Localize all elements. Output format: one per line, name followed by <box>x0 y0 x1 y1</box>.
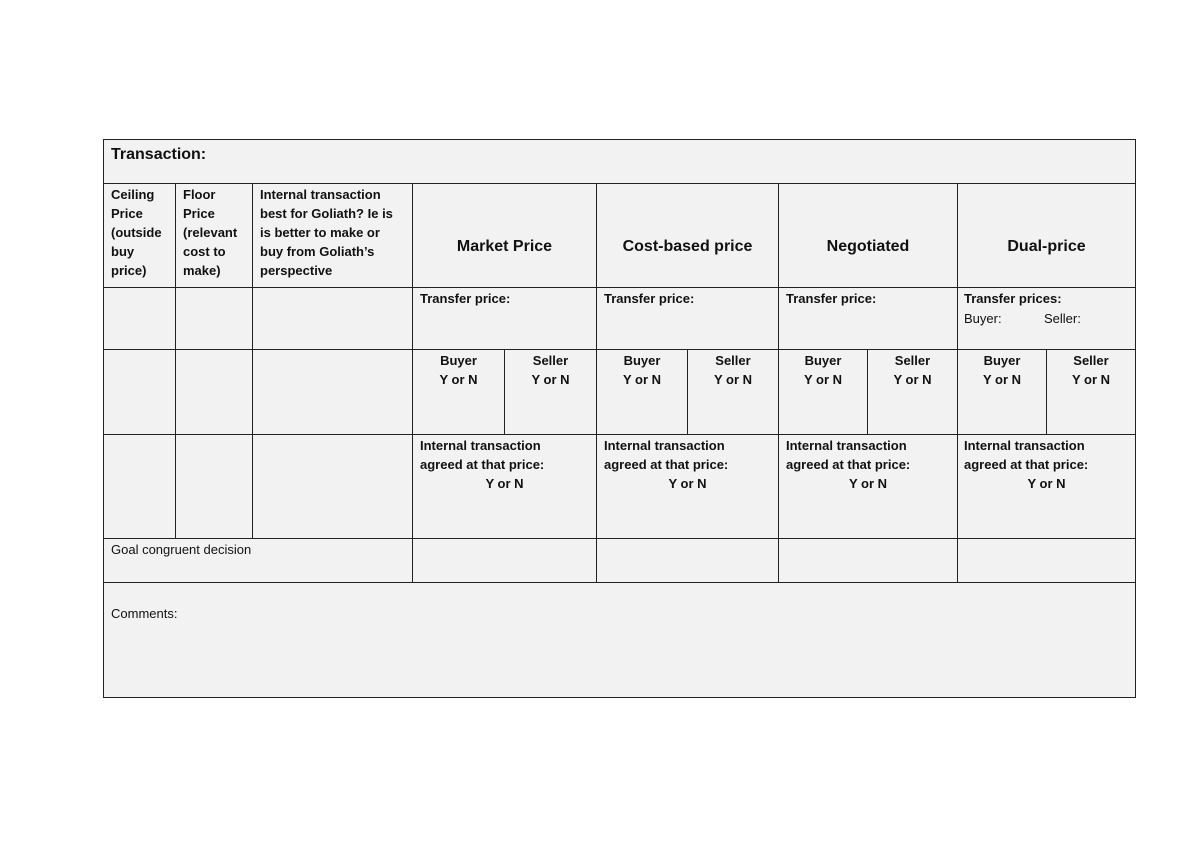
agreed-dual[interactable] <box>957 434 1136 539</box>
agreed-line-1: Internal transaction <box>964 438 1085 453</box>
agreed-negotiated[interactable] <box>778 434 958 539</box>
agreed-line-1: Internal transaction <box>604 438 725 453</box>
seller-label: Seller <box>715 353 751 368</box>
seller-price-label: Seller: <box>1044 311 1081 326</box>
dual-price-label: Dual-price <box>1007 238 1086 255</box>
agreed-yn: Y or N <box>848 476 888 491</box>
transfer-price-market[interactable] <box>412 287 597 350</box>
agreed-line-2: agreed at that price: <box>604 457 729 472</box>
internal-input-row-2[interactable] <box>252 349 413 435</box>
transfer-price-negotiated[interactable] <box>778 287 958 350</box>
agreed-line-2: agreed at that price: <box>420 457 545 472</box>
agreed-yn: Y or N <box>668 476 707 491</box>
agreed-line-1: Internal transaction <box>786 438 907 453</box>
header-dual-price <box>957 183 1136 288</box>
seller-yn: Y or N <box>531 372 570 387</box>
ceiling-input-row-2[interactable] <box>103 349 176 435</box>
transfer-price-cost[interactable] <box>596 287 779 350</box>
header-negotiated <box>778 183 958 288</box>
header-ceiling-price <box>103 183 176 288</box>
buyer-label: Buyer <box>440 353 477 368</box>
floor-input-row-3[interactable] <box>175 434 253 539</box>
transfer-price-label: Transfer price: <box>420 291 511 306</box>
dual-seller-cell[interactable] <box>1046 349 1136 435</box>
market-price-label: Market Price <box>456 238 553 255</box>
buyer-yn: Y or N <box>803 372 843 387</box>
internal-line-3: is better to make or <box>260 225 380 240</box>
floor-line-5: make) <box>183 263 221 278</box>
ceiling-line-1: Ceiling <box>111 187 155 202</box>
cost-buyer-cell[interactable] <box>596 349 688 435</box>
ceiling-line-4: buy <box>111 244 135 259</box>
internal-input-row-3[interactable] <box>252 434 413 539</box>
seller-yn: Y or N <box>893 372 932 387</box>
buyer-yn: Y or N <box>982 372 1022 387</box>
agreed-yn: Y or N <box>1027 476 1066 491</box>
header-floor-price <box>175 183 253 288</box>
comments-cell[interactable] <box>103 582 1136 698</box>
goal-congruent-label: Goal congruent decision <box>111 542 252 557</box>
floor-input-row-2[interactable] <box>175 349 253 435</box>
seller-yn: Y or N <box>1071 372 1111 387</box>
internal-input-row-1[interactable] <box>252 287 413 350</box>
floor-line-4: cost to <box>183 244 226 259</box>
internal-line-4: buy from Goliath’s <box>260 244 375 259</box>
agreed-line-1: Internal transaction <box>420 438 541 453</box>
floor-line-1: Floor <box>183 187 216 202</box>
market-buyer-cell[interactable] <box>412 349 505 435</box>
transaction-label: Transaction: <box>111 146 207 163</box>
ceiling-input-row-3[interactable] <box>103 434 176 539</box>
buyer-price-label: Buyer: <box>964 311 1002 326</box>
agreed-market[interactable] <box>412 434 597 539</box>
floor-line-2: Price <box>183 206 215 221</box>
floor-line-3: (relevant <box>183 225 238 240</box>
transfer-price-dual[interactable] <box>957 287 1136 350</box>
buyer-label: Buyer <box>804 353 842 368</box>
negotiated-label: Negotiated <box>826 238 910 255</box>
transfer-price-label: Transfer price: <box>786 291 877 306</box>
goal-negotiated[interactable] <box>778 538 958 583</box>
buyer-yn: Y or N <box>439 372 478 387</box>
cost-seller-cell[interactable] <box>687 349 779 435</box>
negotiated-buyer-cell[interactable] <box>778 349 868 435</box>
seller-label: Seller <box>532 353 569 368</box>
negotiated-seller-cell[interactable] <box>867 349 958 435</box>
ceiling-line-3: (outside <box>111 225 162 240</box>
transfer-price-label: Transfer price: <box>604 291 695 306</box>
ceiling-line-2: Price <box>111 206 143 221</box>
goal-cost[interactable] <box>596 538 779 583</box>
buyer-label: Buyer <box>983 353 1021 368</box>
market-seller-cell[interactable] <box>504 349 597 435</box>
header-market-price <box>412 183 597 288</box>
agreed-line-2: agreed at that price: <box>964 457 1089 472</box>
transaction-row <box>103 139 1136 184</box>
transfer-prices-label: Transfer prices: <box>964 291 1062 306</box>
buyer-label: Buyer <box>623 353 661 368</box>
seller-label: Seller <box>894 353 931 368</box>
goal-market[interactable] <box>412 538 597 583</box>
ceiling-line-5: price) <box>111 263 147 278</box>
seller-label: Seller <box>1073 353 1109 368</box>
header-cost-based-price <box>596 183 779 288</box>
floor-input-row-1[interactable] <box>175 287 253 350</box>
ceiling-input-row-1[interactable] <box>103 287 176 350</box>
dual-buyer-cell[interactable] <box>957 349 1047 435</box>
goal-dual[interactable] <box>957 538 1136 583</box>
agreed-line-2: agreed at that price: <box>786 457 911 472</box>
seller-yn: Y or N <box>713 372 753 387</box>
internal-line-5: perspective <box>260 263 333 278</box>
cost-based-price-label: Cost-based price <box>622 238 753 255</box>
comments-label: Comments: <box>111 606 178 621</box>
agreed-cost[interactable] <box>596 434 779 539</box>
header-internal-transaction <box>252 183 413 288</box>
buyer-yn: Y or N <box>622 372 662 387</box>
internal-line-1: Internal transaction <box>260 187 381 202</box>
agreed-yn: Y or N <box>485 476 524 491</box>
goal-congruent-label-cell <box>103 538 413 583</box>
internal-line-2: best for Goliath? Ie is <box>260 206 393 221</box>
